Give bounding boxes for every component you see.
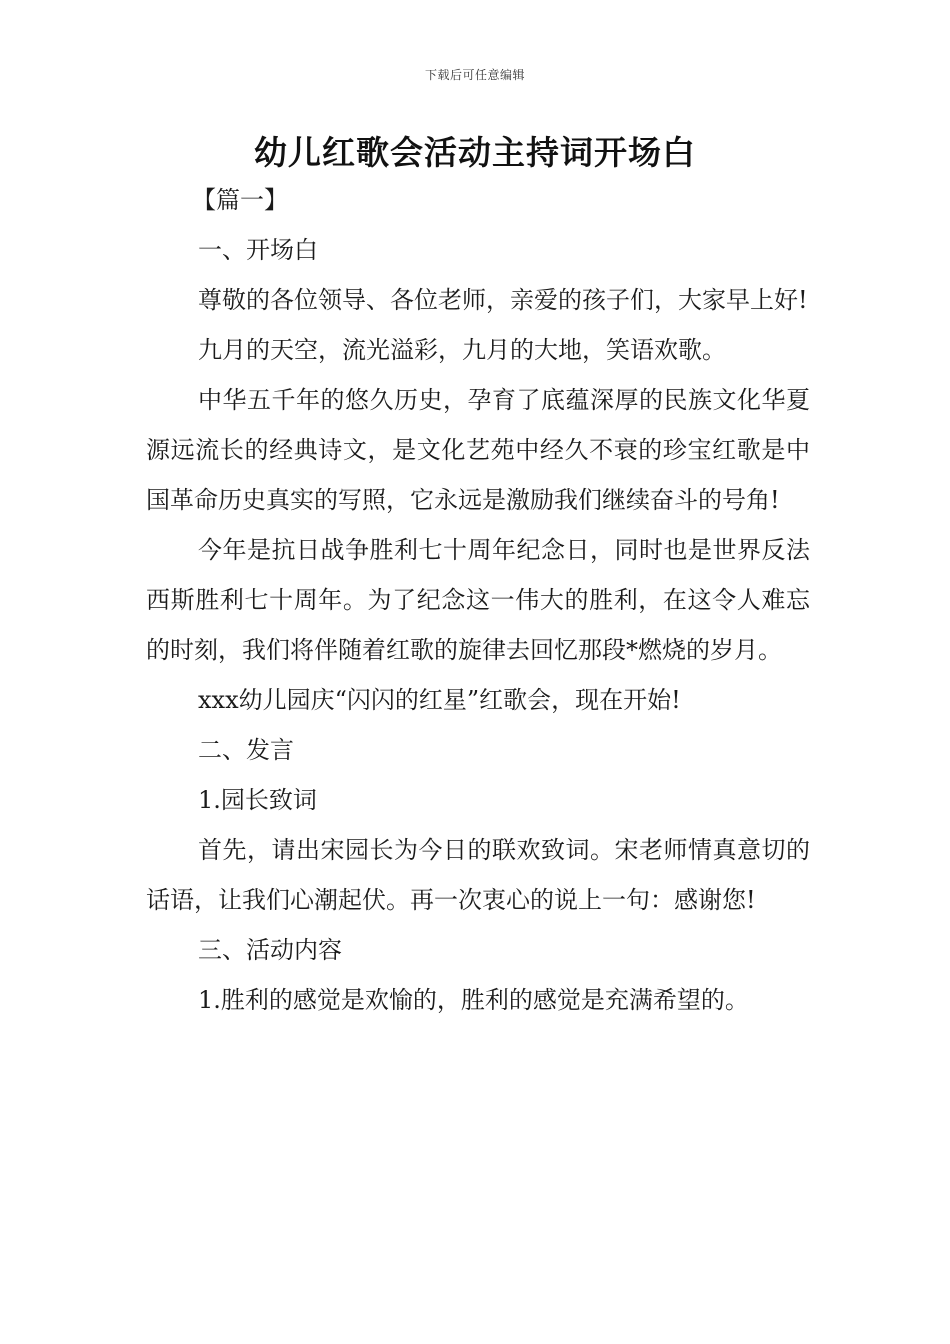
paragraph: 尊敬的各位领导、各位老师，亲爱的孩子们，大家早上好!	[198, 286, 808, 314]
paragraph: 1.胜利的感觉是欢愉的，胜利的感觉是充满希望的。	[198, 986, 749, 1014]
sub-heading: 1.园长致词	[198, 786, 317, 814]
section-heading: 三、活动内容	[198, 936, 342, 964]
paragraph: 首先，请出宋园长为今日的联欢致词。宋老师情真意切的话语，让我们心潮起伏。再一次衷心的说上一句：感谢您!	[146, 836, 810, 914]
section-heading: 一、开场白	[198, 236, 318, 264]
document-title: 幼儿红歌会活动主持词开场白	[254, 133, 696, 172]
paragraph: 中华五千年的悠久历史，孕育了底蕴深厚的民族文化华夏源远流长的经典诗文，是文化艺苑中经久不衰的珍宝红歌是中国革命历史真实的写照，它永远是激励我们继续奋斗的号角!	[146, 386, 810, 514]
section-heading: 二、发言	[198, 736, 294, 764]
paragraph: 九月的天空，流光溢彩，九月的大地，笑语欢歌。	[198, 336, 726, 364]
paragraph: xxx幼儿园庆“闪闪的红星”红歌会，现在开始!	[198, 686, 681, 714]
paragraph: 今年是抗日战争胜利七十周年纪念日，同时也是世界反法西斯胜利七十周年。为了纪念这一伟大的胜利，在这令人难忘的时刻，我们将伴随着红歌的旋律去回忆那段*燃烧的岁月。	[146, 536, 810, 664]
document-body	[146, 175, 810, 1025]
section-marker: 【篇一】	[192, 186, 288, 214]
header-note: 下载后可任意编辑	[424, 68, 525, 82]
